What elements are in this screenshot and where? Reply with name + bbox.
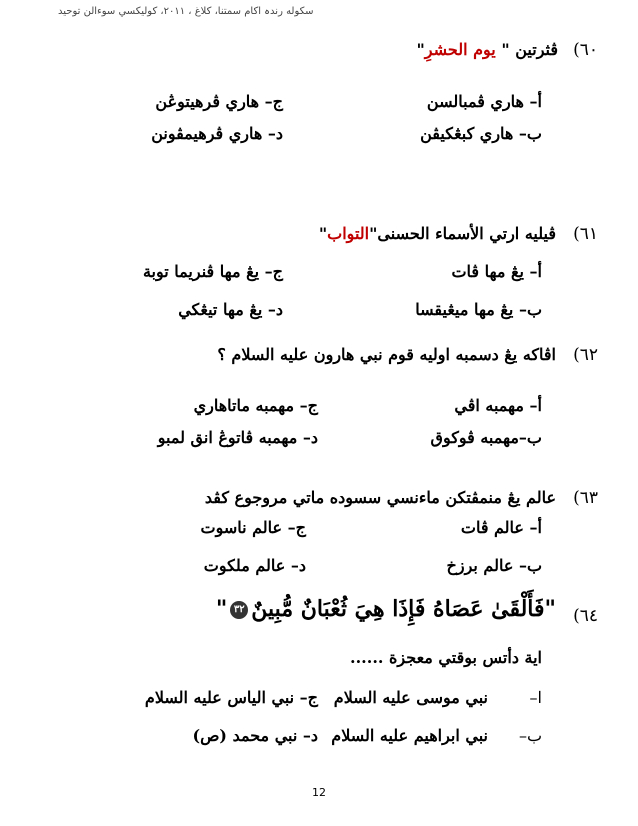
q63-question: عالم يڠ منمڤتکن ماءنسي سسوده ماتي مروجوع کڤد: [204, 488, 556, 507]
q61-option-c: ج– يڠ مها ڤنريما توبة: [142, 262, 283, 281]
q60-text: ڤثرتين ": [501, 40, 558, 59]
q62-option-a: أ– مهمبه اڤي: [454, 396, 542, 415]
q63-option-a: أ– عالم ڤات: [460, 518, 542, 537]
q60-end: ": [416, 40, 425, 59]
q61-question: [319, 224, 556, 243]
q61-option-a: أ– يڠ مها ڤات: [451, 262, 542, 281]
q64-option-d: د– نبي محمد (ص): [192, 726, 318, 745]
q61-option-d: د– يڠ مها تيڠکي: [178, 300, 283, 319]
q62-option-d: د– مهمبه ڤاتوڠ انق لمبو: [157, 428, 318, 447]
q63-number: ٦٣): [573, 488, 598, 508]
q63-option-d: د– عالم ملکوت: [203, 556, 306, 575]
q62-number: ٦٢): [573, 345, 598, 365]
page-header: سکوله رندہ اکام سمتنا، کلاغ ، ٢٠١١، کوليکسي سوءالن توحيد: [58, 6, 314, 17]
q63-option-b: ب– عالم برزخ: [446, 556, 542, 575]
q60-option-d: د– هاري ڤرهيمڤونن: [151, 124, 283, 143]
q60-option-b: ب– هاري کبڠکيڤن: [420, 124, 542, 143]
q62-option-b: ب–مهمبه ڤوکوق: [430, 428, 542, 447]
q64-option-b: نبي ابراهيم عليه السلام: [331, 726, 488, 745]
page-number: 12: [312, 786, 326, 799]
q60-question: [416, 40, 558, 59]
q61-end: ": [318, 224, 328, 243]
q64-verse-close: ": [215, 596, 228, 622]
q61-option-b: ب– يڠ مها ميڠيقسا: [415, 300, 542, 319]
q61-text: ڤيليه ارتي الأسماء الحسنى": [369, 224, 556, 243]
q64-option-a: نبي موسى عليه السلام: [333, 688, 488, 707]
q61-number: ٦١): [573, 224, 598, 244]
q62-option-c: ج– مهمبه ماتاهاري: [193, 396, 318, 415]
q64-question: اية دأتس بوقتي معجزة ......: [350, 648, 542, 667]
q61-quote: التواب: [327, 224, 370, 243]
q60-number: ٦٠): [573, 40, 598, 60]
q64-verse-open: ": [544, 596, 556, 622]
q64-verse-text: فَأَلْقَىٰ عَصَاهُ فَإِذَا هِيَ ثُعْبَانٌ مُّبِينٌ: [251, 596, 545, 622]
q62-question: اڤاکه يڠ دسمبه اوليه قوم نبي هارون عليه السلام ؟: [217, 345, 556, 364]
q64-option-c: ج– نبي الياس عليه السلام: [144, 688, 318, 707]
q64-number: ٦٤): [573, 606, 598, 626]
q63-option-c: ج– عالم ناسوت: [200, 518, 306, 537]
q64-option-b-label: ب–: [518, 726, 542, 745]
q60-option-c: ج– هاري ڤرهيتوڠن: [155, 92, 283, 111]
verse-end-mark-icon: ٣٢: [230, 601, 248, 619]
q64-verse: [216, 596, 556, 622]
q60-quote: يوم الحشرِ: [424, 40, 496, 59]
q60-option-a: أ– هاري ڤمبالسن: [426, 92, 542, 111]
q64-option-a-label: ا–: [529, 688, 542, 707]
